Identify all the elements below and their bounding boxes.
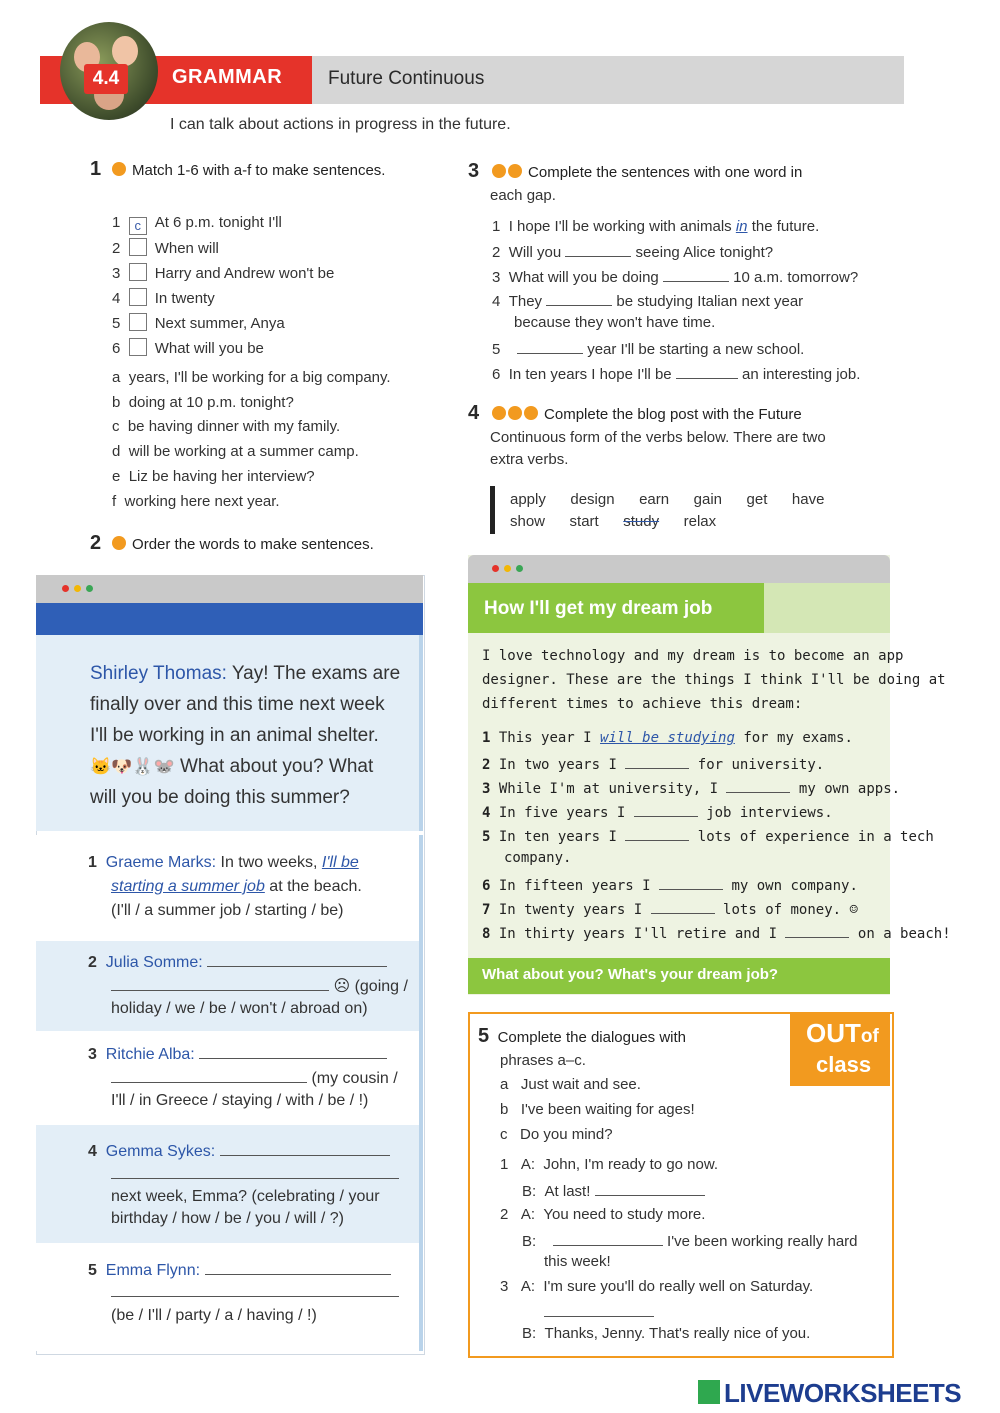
chat-header-bar: [36, 603, 423, 635]
dialogue-line: 3 A: I'm sure you'll do really well on Saturday.: [500, 1278, 814, 1295]
lesson-number: 4.4: [84, 64, 128, 94]
blog-item: 3 While I'm at university, I my own apps.: [482, 778, 900, 797]
ex1-option: e Liz be having her interview?: [112, 468, 315, 485]
ex1-instruction: [90, 158, 430, 182]
answer-gap[interactable]: [726, 778, 790, 793]
entry-3-line3: I'll / in Greece / staying / with / be / !): [111, 1092, 369, 1109]
dialogue-line: this week!: [544, 1253, 611, 1270]
entry-2-line2: ☹ (going /: [111, 976, 408, 998]
red-dot-icon: [492, 565, 499, 572]
ex1-number: 1: [90, 158, 102, 180]
ex4-instruction: [468, 402, 802, 425]
difficulty-dot-icon: [524, 406, 538, 420]
answer-gap[interactable]: [544, 1302, 654, 1317]
entry-5-line1: 5 Emma Flynn:: [88, 1260, 391, 1282]
answer-gap[interactable]: [546, 291, 612, 306]
ex3-item: 2 Will you seeing Alice tonight?: [492, 244, 774, 261]
first-post-line: I'll be working in an animal shelter.: [90, 725, 379, 746]
ex4-instruction-text: Complete the blog post with the Future: [544, 406, 802, 423]
animal-emoji-icons: 🐱🐶🐰🐭: [90, 757, 175, 776]
entry-3-line2: (my cousin /: [111, 1068, 398, 1090]
ex1-item: 1 c At 6 p.m. tonight I'll: [112, 214, 282, 233]
answer-gap[interactable]: [111, 976, 329, 991]
blog-item: 2 In two years I for university.: [482, 754, 824, 773]
first-post-line: 🐱🐶🐰🐭 What about you? What: [90, 756, 374, 777]
blog-item: 4 In five years I job interviews.: [482, 802, 833, 821]
verb-list-row1: apply design earn gain get have: [510, 491, 825, 508]
answer-gap[interactable]: [595, 1181, 705, 1196]
verb-list-row2: show start study relax: [510, 513, 717, 530]
answer-gap[interactable]: [207, 952, 387, 967]
dialogue-line: 2 A: You need to study more.: [500, 1206, 706, 1223]
answer-box[interactable]: c: [129, 217, 147, 235]
ex3-number: 3: [468, 160, 480, 182]
entry-5-line3: (be / I'll / party / a / having / !): [111, 1307, 317, 1324]
blog-item: 6 In fifteen years I my own company.: [482, 875, 858, 894]
ex4-number: 4: [468, 402, 480, 424]
answer-gap[interactable]: [517, 339, 583, 354]
ex1-option: f working here next year.: [112, 493, 280, 510]
first-post-line: Shirley Thomas: Yay! The exams are: [90, 663, 401, 684]
answer-gap[interactable]: [663, 267, 729, 282]
blog-item: 7 In twenty years I lots of money. ☺: [482, 899, 858, 918]
ex3-item: 3 What will you be doing 10 a.m. tomorrow?: [492, 269, 859, 286]
ex1-item: 2 When will: [112, 240, 219, 257]
entry-2-line3: holiday / we / be / won't / abroad on): [111, 1000, 368, 1017]
poster-name: Shirley Thomas:: [90, 663, 227, 684]
entry-5-gap-line: [111, 1282, 399, 1304]
ex3-item: 5 year I'll be starting a new school.: [492, 341, 805, 358]
blog-intro-line: different times to achieve this dream:: [482, 696, 803, 712]
ex3-item-cont: because they won't have time.: [514, 314, 716, 331]
blog-item: 5 In ten years I lots of experience in a tech: [482, 826, 934, 845]
dialogue-line: B: Thanks, Jenny. That's really nice of you.: [522, 1325, 811, 1342]
first-post-line: finally over and this time next week: [90, 694, 385, 715]
blog-item: 1 This year I will be studying for my exams.: [482, 730, 853, 746]
answer-gap[interactable]: [111, 1282, 399, 1297]
answer-gap[interactable]: [553, 1231, 663, 1246]
out-of-class-badge: OUTof class: [790, 1012, 890, 1086]
entry-4-gap-line: [111, 1164, 399, 1186]
answer-gap[interactable]: [651, 899, 715, 914]
entry-4-line2: next week, Emma? (celebrating / your: [111, 1188, 380, 1205]
dialogue-line: B: I've been working really hard: [522, 1233, 858, 1250]
answer-gap[interactable]: [199, 1044, 387, 1059]
ex1-option: b doing at 10 p.m. tonight?: [112, 394, 294, 411]
ex1-item: 6 What will you be: [112, 340, 264, 357]
difficulty-dot-icon: [508, 164, 522, 178]
answer-box[interactable]: [129, 238, 147, 256]
entry-4-line1: 4 Gemma Sykes:: [88, 1141, 390, 1163]
ex3-item: 1 I hope I'll be working with animals in the future.: [492, 218, 820, 235]
difficulty-dot-icon: [112, 536, 126, 550]
yellow-dot-icon: [74, 585, 81, 592]
entry-1-line3: (I'll / a summer job / starting / be): [111, 902, 344, 919]
difficulty-dot-icon: [112, 162, 126, 176]
ex2-number: 2: [90, 532, 102, 554]
answer-gap[interactable]: [634, 802, 698, 817]
ex3-item: 6 In ten years I hope I'll be an interesting job.: [492, 366, 861, 383]
ex4-instruction-text-2: Continuous form of the verbs below. There are two: [490, 429, 826, 446]
entry-4-line3: birthday / how / be / you / will / ?): [111, 1210, 344, 1227]
answer-gap[interactable]: [111, 1068, 307, 1083]
ex5-phrase: b I've been waiting for ages!: [500, 1101, 695, 1118]
blog-intro-line: I love technology and my dream is to become an app: [482, 648, 904, 664]
ex3-item: 4 They be studying Italian next year: [492, 293, 804, 310]
ex5-instruction-text-2: phrases a–c.: [500, 1052, 586, 1069]
first-post-line: will you be doing this summer?: [90, 787, 350, 808]
ex1-item: 5 Next summer, Anya: [112, 315, 285, 332]
entry-1-line2: starting a summer job at the beach.: [111, 878, 362, 895]
ex2-instruction: [90, 532, 374, 555]
liveworksheets-watermark: LIVEWORKSHEETS: [724, 1378, 962, 1408]
can-do-statement: I can talk about actions in progress in the future.: [170, 116, 511, 133]
answer-gap[interactable]: [220, 1141, 390, 1156]
ex5-number: 5: [478, 1025, 490, 1047]
difficulty-dot-icon: [492, 164, 506, 178]
entry-2-line1: 2 Julia Somme:: [88, 952, 387, 974]
blog-window-bar: [468, 555, 890, 583]
answer-gap[interactable]: [659, 875, 723, 890]
ex3-instruction-text-2: each gap.: [490, 187, 556, 204]
ex5-phrase: c Do you mind?: [500, 1126, 613, 1143]
answer-gap[interactable]: [205, 1260, 391, 1275]
section-title: GRAMMAR: [172, 66, 283, 88]
chat-window-bar: [36, 575, 423, 603]
answer-gap[interactable]: [565, 242, 631, 257]
topic-title: Future Continuous: [328, 68, 485, 89]
ex1-option: a years, I'll be working for a big company.: [112, 369, 391, 386]
answer-gap[interactable]: [111, 1164, 399, 1179]
entry-1-line1: 1 Graeme Marks: In two weeks, I'll be: [88, 854, 359, 871]
red-dot-icon: [62, 585, 69, 592]
ex3-instruction: [468, 160, 802, 183]
green-dot-icon: [516, 565, 523, 572]
difficulty-dot-icon: [492, 406, 506, 420]
yellow-dot-icon: [504, 565, 511, 572]
dialogue-line: 1 A: John, I'm ready to go now.: [500, 1156, 719, 1173]
answer-box[interactable]: [129, 313, 147, 331]
green-dot-icon: [86, 585, 93, 592]
ex2-instruction-text: Order the words to make sentences.: [132, 536, 374, 553]
word-box-bar: [490, 486, 495, 534]
dialogue-line: B: At last!: [522, 1181, 705, 1200]
liveworksheets-logo-icon: [698, 1380, 720, 1404]
ex5-instruction-text: Complete the dialogues with: [497, 1029, 687, 1046]
answer-gap[interactable]: [785, 923, 849, 938]
ex1-item: 3 Harry and Andrew won't be: [112, 265, 335, 282]
ex1-instruction-text: Match 1-6 with a-f to make sentences.: [132, 162, 386, 179]
ex4-instruction-text-3: extra verbs.: [490, 451, 569, 468]
difficulty-dot-icon: [508, 406, 522, 420]
blog-intro-line: designer. These are the things I think I'll be doing at: [482, 672, 946, 688]
blog-title-bar-light: [764, 583, 890, 633]
entry-3-line1: 3 Ritchie Alba:: [88, 1044, 387, 1066]
answer-gap[interactable]: [676, 364, 738, 379]
answer-box[interactable]: [129, 338, 147, 356]
answer-box[interactable]: [129, 263, 147, 281]
ex5-phrase: a Just wait and see.: [500, 1076, 641, 1093]
answer-box[interactable]: [129, 288, 147, 306]
blog-item: 8 In thirty years I'll retire and I on a beach!: [482, 923, 951, 942]
blog-footer-question: What about you? What's your dream job?: [482, 966, 779, 983]
answer-gap[interactable]: [625, 754, 689, 769]
ex5-instruction: [478, 1025, 686, 1048]
dialogue-gap-line: [544, 1302, 654, 1321]
answer-gap[interactable]: [625, 826, 689, 841]
ex1-option: d will be working at a summer camp.: [112, 443, 359, 460]
ex1-item: 4 In twenty: [112, 290, 215, 307]
blog-item-cont: company.: [504, 850, 572, 866]
ex1-option: c be having dinner with my family.: [112, 418, 341, 435]
blog-title: How I'll get my dream job: [484, 598, 713, 619]
ex3-instruction-text: Complete the sentences with one word in: [528, 164, 803, 181]
